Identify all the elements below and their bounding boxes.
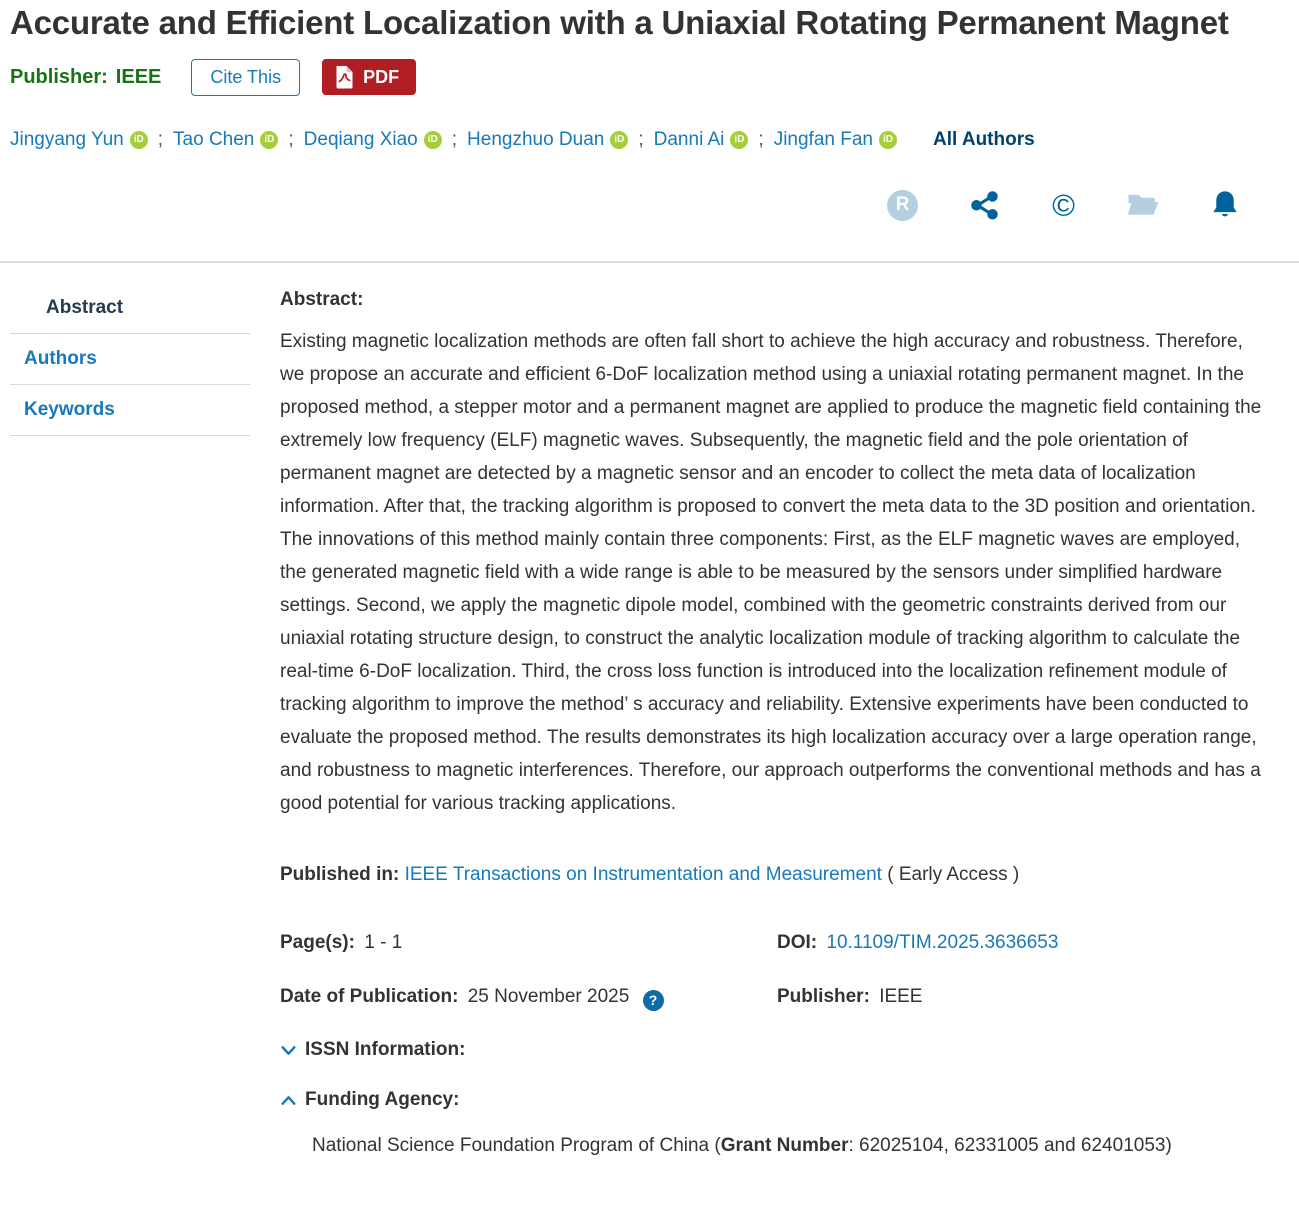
author-link[interactable]: Tao Chen [173, 129, 255, 150]
share-icon[interactable] [970, 190, 1000, 220]
publisher-info [10, 66, 161, 89]
sidebar-item-authors[interactable]: Authors [10, 334, 250, 385]
published-in-row [280, 864, 1269, 886]
authors-row [10, 129, 1269, 151]
publisher-label: Publisher: [10, 65, 108, 88]
issn-label: ISSN Information: [305, 1039, 466, 1060]
help-question-icon[interactable]: ? [643, 990, 664, 1011]
early-access-tag: ( Early Access ) [887, 864, 1020, 885]
author-separator: ; [451, 129, 458, 150]
abstract-heading: Abstract: [280, 289, 364, 310]
funding-toggle[interactable] [280, 1089, 1269, 1111]
r-circle-icon[interactable]: R [887, 190, 918, 221]
orcid-icon[interactable]: iD [130, 131, 148, 149]
orcid-icon[interactable]: iD [730, 131, 748, 149]
pages-label: Page(s): [280, 932, 355, 953]
pages-row [280, 932, 777, 954]
author-item [467, 129, 628, 151]
published-in-label: Published in: [280, 864, 400, 885]
action-icons-row [10, 187, 1269, 223]
abstract-text: Existing magnetic localization methods are often fall short to achieve the high accuracy and robustness. Therefore, we propose an accurate and efficient 6-DoF localization method using a uniaxial rotating permanent magnet. In the proposed method, a stepper motor and a permanent magnet are applied to produce the magnetic field containing the extremely low frequency (ELF) magnetic waves. Subsequently, the magnetic field and the pole orientation of permanent magnet are detected by a magnetic sensor and an encoder to collect the meta data of localization information. After that, the tracking algorithm is proposed to convert the meta data to the 3D position and orientation. The innovations of this method mainly contain three components: First, as the ELF magnetic waves are employed, the generated magnetic field with a wide range is able to be measured by the sensors under simplified hardware settings. Second, we apply the magnetic dipole model, combined with the geometric constraints derived from our uniaxial rotating structure design, to construct the analytic localization module of tracking algorithm to calculate the real-time 6-DoF localization. Third, the cross loss function is introduced into the localization refinement module of tracking algorithm to improve the method’ s accuracy and reliability. Extensive experiments have been conducted to evaluate the proposed method. The results demonstrates its high localization accuracy over a large operation range, and robustness to magnetic interferences. Therefore, our approach outperforms the conventional methods and has a good potential for various tracking applications. [280, 331, 1262, 814]
publisher-row [10, 57, 1269, 97]
funding-label: Funding Agency: [305, 1089, 460, 1110]
journal-link[interactable]: IEEE Transactions on Instrumentation and Measurement [404, 864, 882, 885]
cite-this-button[interactable]: Cite This [191, 59, 300, 96]
author-link[interactable]: Danni Ai [653, 129, 725, 150]
pages-value: 1 - 1 [364, 932, 403, 953]
author-link[interactable]: Jingyang Yun [10, 129, 124, 150]
funding-text-prefix: National Science Foundation Program of China ( [312, 1135, 721, 1156]
meta-publisher-label: Publisher: [777, 986, 870, 1007]
orcid-icon[interactable]: iD [424, 131, 442, 149]
meta-publisher-value: IEEE [879, 986, 923, 1007]
pdf-file-icon [335, 65, 354, 89]
content-area [0, 263, 1299, 1157]
document-sidebar [10, 283, 250, 1157]
publication-date-label: Date of Publication: [280, 986, 459, 1007]
alerts-bell-icon[interactable] [1211, 190, 1239, 220]
all-authors-link[interactable]: All Authors [933, 129, 1035, 150]
publication-date-value: 25 November 2025 [467, 986, 630, 1007]
chevron-down-icon [280, 1042, 297, 1059]
orcid-icon[interactable]: iD [879, 131, 897, 149]
orcid-icon[interactable]: iD [260, 131, 278, 149]
author-item [10, 129, 148, 151]
funding-text-suffix: : 62025104, 62331005 and 62401053) [848, 1135, 1172, 1156]
publisher-value: IEEE [115, 65, 162, 88]
pdf-button-label: PDF [363, 66, 400, 87]
author-item [774, 129, 897, 151]
author-item [654, 129, 749, 151]
document-header [0, 0, 1299, 223]
issn-toggle[interactable] [280, 1039, 1269, 1061]
author-link[interactable]: Hengzhuo Duan [467, 129, 605, 150]
meta-publisher-row [777, 986, 1269, 1011]
folder-icon[interactable] [1127, 191, 1159, 219]
author-link[interactable]: Deqiang Xiao [303, 129, 418, 150]
doi-label: DOI: [777, 932, 818, 953]
doi-link[interactable]: 10.1109/TIM.2025.3636653 [826, 932, 1059, 953]
author-separator: ; [758, 129, 764, 150]
page-title: Accurate and Efficient Localization with a Uniaxial Rotating Permanent Magnet [10, 4, 1229, 41]
metadata-grid [280, 932, 1269, 1011]
sidebar-item-keywords[interactable]: Keywords [10, 385, 250, 436]
grant-number-label: Grant Number [720, 1135, 849, 1156]
publication-date-row [280, 986, 777, 1011]
author-separator: ; [638, 129, 644, 150]
chevron-up-icon [280, 1092, 297, 1109]
funding-agency-text [312, 1135, 1269, 1157]
pdf-button[interactable] [322, 59, 416, 95]
doi-row [777, 932, 1269, 954]
author-item [304, 129, 442, 151]
author-separator: ; [157, 129, 164, 150]
sidebar-item-abstract[interactable]: Abstract [10, 283, 250, 334]
copyright-icon[interactable]: © [1052, 187, 1075, 223]
orcid-icon[interactable]: iD [610, 131, 628, 149]
author-item [173, 129, 278, 151]
author-link[interactable]: Jingfan Fan [773, 129, 873, 150]
main-article-panel [280, 289, 1269, 1157]
author-separator: ; [288, 129, 294, 150]
